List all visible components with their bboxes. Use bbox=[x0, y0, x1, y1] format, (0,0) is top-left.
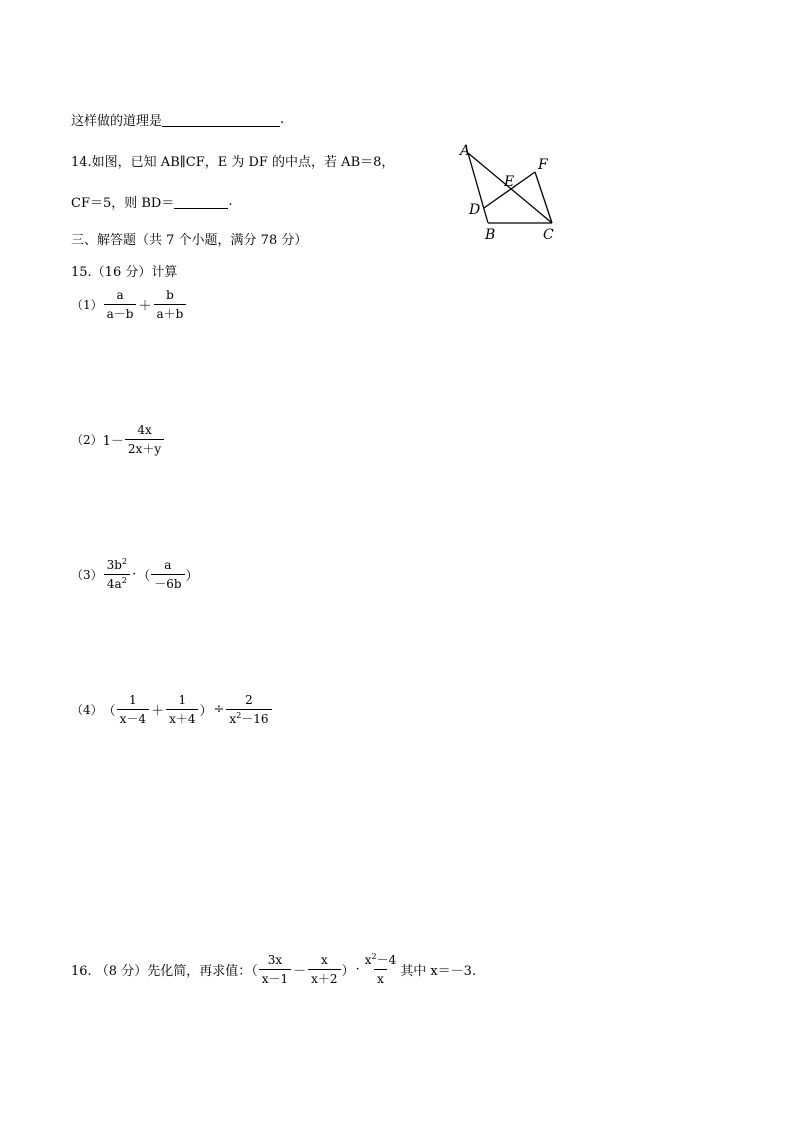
fraction bbox=[154, 288, 187, 321]
fraction bbox=[125, 423, 164, 456]
den-base: x bbox=[229, 712, 237, 726]
label-F: F bbox=[538, 157, 548, 173]
num-base: x bbox=[364, 953, 372, 967]
q14-line2 bbox=[71, 192, 233, 211]
right-paren: ） bbox=[199, 704, 213, 719]
label-C: C bbox=[543, 227, 554, 243]
denominator: x－1 bbox=[259, 969, 291, 986]
q15-title bbox=[71, 261, 177, 280]
num-exponent: 2 bbox=[121, 557, 128, 566]
left-paren: （ bbox=[102, 704, 116, 719]
q15-part1 bbox=[71, 288, 187, 321]
fraction bbox=[308, 953, 340, 986]
den-exponent: 2 bbox=[121, 576, 127, 585]
numerator: a bbox=[116, 288, 124, 302]
numerator: 2 bbox=[245, 693, 253, 707]
q13-answer-line bbox=[71, 110, 284, 129]
num-exponent: 2 bbox=[371, 952, 377, 961]
den-rest: －16 bbox=[241, 712, 269, 726]
denominator: x bbox=[374, 969, 387, 986]
q15-title-text: 15.（16 分）计算 bbox=[71, 265, 178, 280]
numerator bbox=[362, 953, 400, 969]
denominator: a－b bbox=[104, 304, 137, 321]
denominator: x－4 bbox=[117, 709, 149, 726]
den-base: 4a bbox=[106, 577, 122, 591]
num-base: 3b bbox=[106, 558, 122, 572]
q14-end: . bbox=[228, 194, 233, 209]
q16-tail: 其中 x＝－3. bbox=[400, 964, 477, 979]
section-heading bbox=[71, 229, 307, 248]
numerator: 3x bbox=[267, 953, 283, 967]
q15-part1-label: （1） bbox=[71, 298, 103, 312]
label-D: D bbox=[469, 202, 481, 218]
numerator: 4x bbox=[137, 423, 152, 437]
plus-operator: ＋ bbox=[151, 704, 165, 719]
label-A: A bbox=[460, 143, 471, 159]
divide-operator: ÷ bbox=[213, 702, 225, 717]
fraction bbox=[259, 953, 291, 986]
denominator: 2x＋y bbox=[125, 439, 164, 456]
fraction bbox=[151, 558, 184, 591]
numerator: b bbox=[166, 288, 174, 302]
q14-answer-blank[interactable] bbox=[174, 194, 228, 209]
den-exponent: 2 bbox=[236, 711, 242, 720]
denominator: x＋4 bbox=[166, 709, 198, 726]
q14-figure bbox=[455, 140, 570, 245]
lead-term: 1－ bbox=[102, 434, 124, 449]
num-rest: －4 bbox=[376, 953, 397, 967]
q15-part2-label: （2） bbox=[71, 433, 103, 447]
fraction bbox=[104, 288, 137, 321]
fraction bbox=[117, 693, 149, 726]
q13-end: . bbox=[280, 112, 285, 127]
q16-lead: 16. （8 分）先化简，再求值：（ bbox=[71, 964, 258, 979]
numerator: 1 bbox=[129, 693, 137, 707]
dot-operator: · bbox=[355, 962, 360, 977]
denominator bbox=[226, 709, 271, 726]
numerator: 1 bbox=[178, 693, 187, 707]
q14-text-line1: 14.如图，已知 AB∥CF，E 为 DF 的中点，若 AB＝8， bbox=[71, 155, 395, 170]
section-heading-text: 三、解答题（共 7 个小题，满分 78 分） bbox=[71, 233, 308, 248]
q15-part3 bbox=[71, 558, 199, 591]
label-E: E bbox=[504, 174, 515, 190]
q15-part4 bbox=[71, 693, 273, 726]
fraction bbox=[166, 693, 198, 726]
dot-operator: · bbox=[132, 567, 137, 582]
q14-text-line2: CF＝5，则 BD＝ bbox=[71, 196, 175, 211]
q15-part2 bbox=[71, 423, 165, 456]
denominator bbox=[104, 574, 130, 591]
denominator: －6b bbox=[151, 574, 184, 591]
fraction bbox=[362, 953, 400, 986]
numerator: x bbox=[320, 953, 328, 967]
fraction bbox=[226, 693, 271, 726]
q13-text: 这样做的道理是 bbox=[71, 114, 163, 129]
label-B: B bbox=[485, 227, 496, 243]
numerator bbox=[104, 558, 130, 574]
plus-operator: ＋ bbox=[138, 299, 152, 314]
right-paren: ） bbox=[185, 569, 199, 584]
q14-line1 bbox=[71, 151, 394, 170]
denominator: x＋2 bbox=[308, 969, 340, 986]
minus-operator: － bbox=[293, 964, 307, 979]
right-paren: ） bbox=[341, 964, 355, 979]
q13-answer-blank[interactable] bbox=[162, 112, 280, 127]
q15-part3-label: （3） bbox=[71, 568, 103, 582]
left-paren: （ bbox=[137, 569, 151, 584]
q16 bbox=[71, 953, 476, 986]
numerator: a bbox=[164, 558, 172, 572]
denominator: a＋b bbox=[154, 304, 187, 321]
fraction bbox=[104, 558, 130, 591]
q15-part4-label: （4） bbox=[71, 703, 103, 717]
